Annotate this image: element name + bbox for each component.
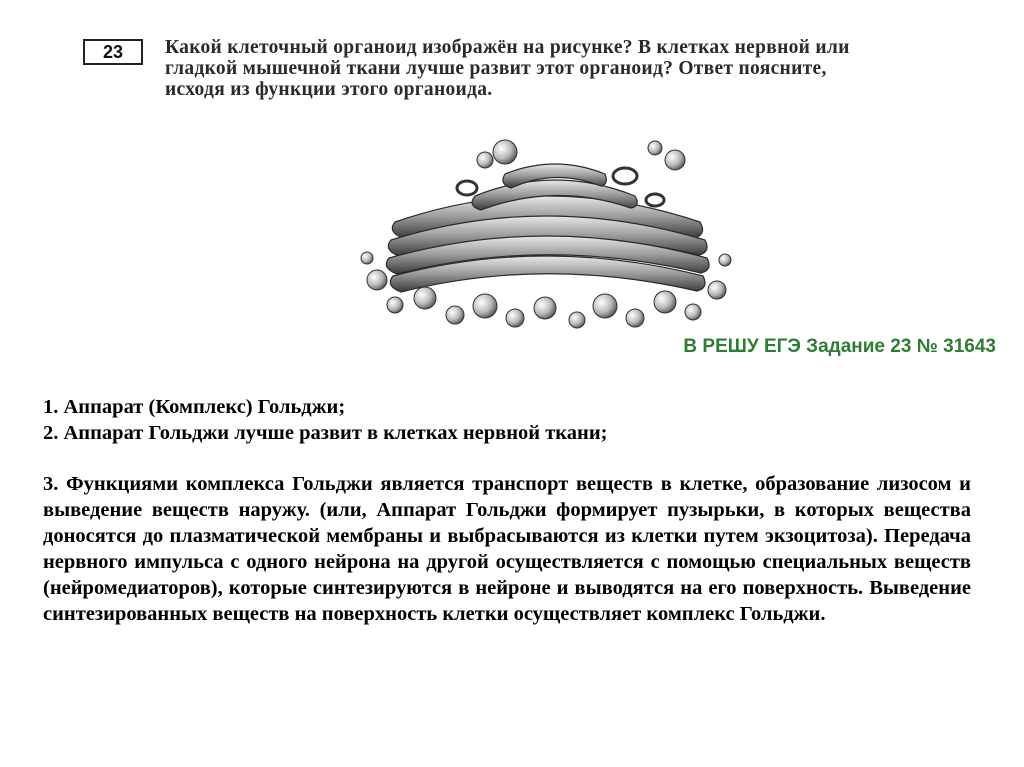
task-number-box: 23 <box>83 39 143 65</box>
question-line-3: исходя из функции этого органоида. <box>165 79 493 100</box>
answer-item-1: 1. Аппарат (Комплекс) Гольджи; <box>43 396 346 418</box>
source-caption: В РЕШУ ЕГЭ Задание 23 № 31643 <box>683 336 996 357</box>
question-line-1: Какой клеточный органоид изображён на рисунке? В клетках нервной или <box>165 37 850 58</box>
answer-item-3: 3. Функциями комплекса Гольджи является транспорт веществ в клетке, образование лизосом и выведение веществ наружу. (или, Аппарат Гольджи формирует пузырьки, в которых вещества доносятся до плазматической мембраны и выбрасываются из клетки путем экзоцитоза). Передача нервного импульса с одного нейрона на другой осуществляется с помощью специальных веществ (нейромедиаторов), которые синтезируются в нейроне и выводятся на его поверхность. Выведение синтезированных веществ на поверхность клетки осуществляет комплекс Гольджи. <box>43 473 971 625</box>
golgi-apparatus-illustration <box>355 130 735 330</box>
task-question <box>165 37 965 100</box>
spacer <box>43 446 971 471</box>
answer-item-2: 2. Аппарат Гольджи лучше развит в клетках нервной ткани; <box>43 422 608 444</box>
question-line-2: гладкой мышечной ткани лучше развит этот органоид? Ответ поясните, <box>165 58 827 79</box>
answer-block <box>43 394 971 627</box>
